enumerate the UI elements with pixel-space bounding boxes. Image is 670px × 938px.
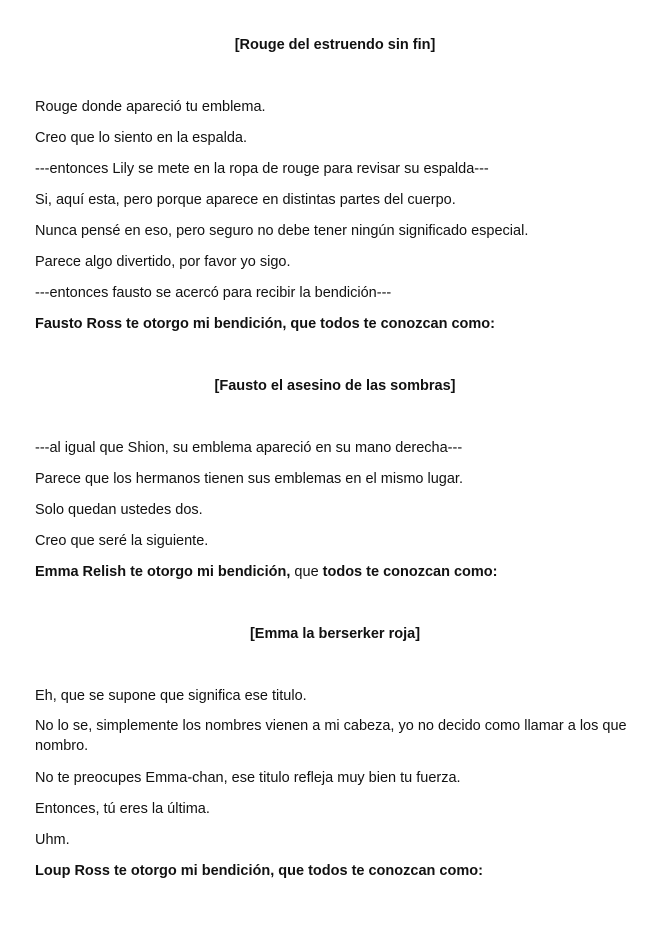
paragraph-line: Uhm. [35, 832, 70, 848]
paragraph-line: Creo que lo siento en la espalda. [35, 130, 248, 146]
blessing-part-bold: todos te conozcan como: [322, 564, 498, 580]
blessing-line [35, 563, 635, 581]
paragraph-line: Si, aquí esta, pero porque aparece en distintas partes del cuerpo. [35, 192, 456, 208]
paragraph-line: Entonces, tú eres la última. [35, 801, 210, 817]
paragraph-line: Rouge donde apareció tu emblema. [35, 99, 266, 115]
paragraph-line: Solo quedan ustedes dos. [35, 502, 203, 518]
paragraph-line: No lo se, simplemente los nombres vienen a mi cabeza, yo no decido como llamar a los que nombro. [35, 718, 627, 754]
narration-line: ---entonces Lily se mete en la ropa de rouge para revisar su espalda--- [35, 161, 489, 177]
paragraph-line: Eh, que se supone que significa ese titulo. [35, 688, 307, 704]
paragraph-line: Nunca pensé en eso, pero seguro no debe tener ningún significado especial. [35, 223, 529, 239]
paragraph-line: Parece que los hermanos tienen sus emblemas en el mismo lugar. [35, 471, 463, 487]
narration-line: ---al igual que Shion, su emblema apareció en su mano derecha--- [35, 440, 463, 456]
blessing-line: Loup Ross te otorgo mi bendición, que todos te conozcan como: [35, 863, 483, 879]
section-title-emma: [Emma la berserker roja] [249, 626, 421, 642]
paragraph-line: Creo que seré la siguiente. [35, 533, 209, 549]
section-title-fausto: [Fausto el asesino de las sombras] [214, 378, 456, 394]
narration-line: ---entonces fausto se acercó para recibir la bendición--- [35, 285, 392, 301]
section-title-rouge: [Rouge del estruendo sin fin] [234, 37, 436, 53]
blessing-part-bold: Emma Relish te otorgo mi bendición, [35, 564, 291, 580]
paragraph-line: Parece algo divertido, por favor yo sigo. [35, 254, 291, 270]
blessing-part-normal: que [290, 564, 323, 580]
paragraph-line: No te preocupes Emma-chan, ese titulo refleja muy bien tu fuerza. [35, 770, 461, 786]
blessing-line: Fausto Ross te otorgo mi bendición, que todos te conozcan como: [35, 316, 495, 332]
